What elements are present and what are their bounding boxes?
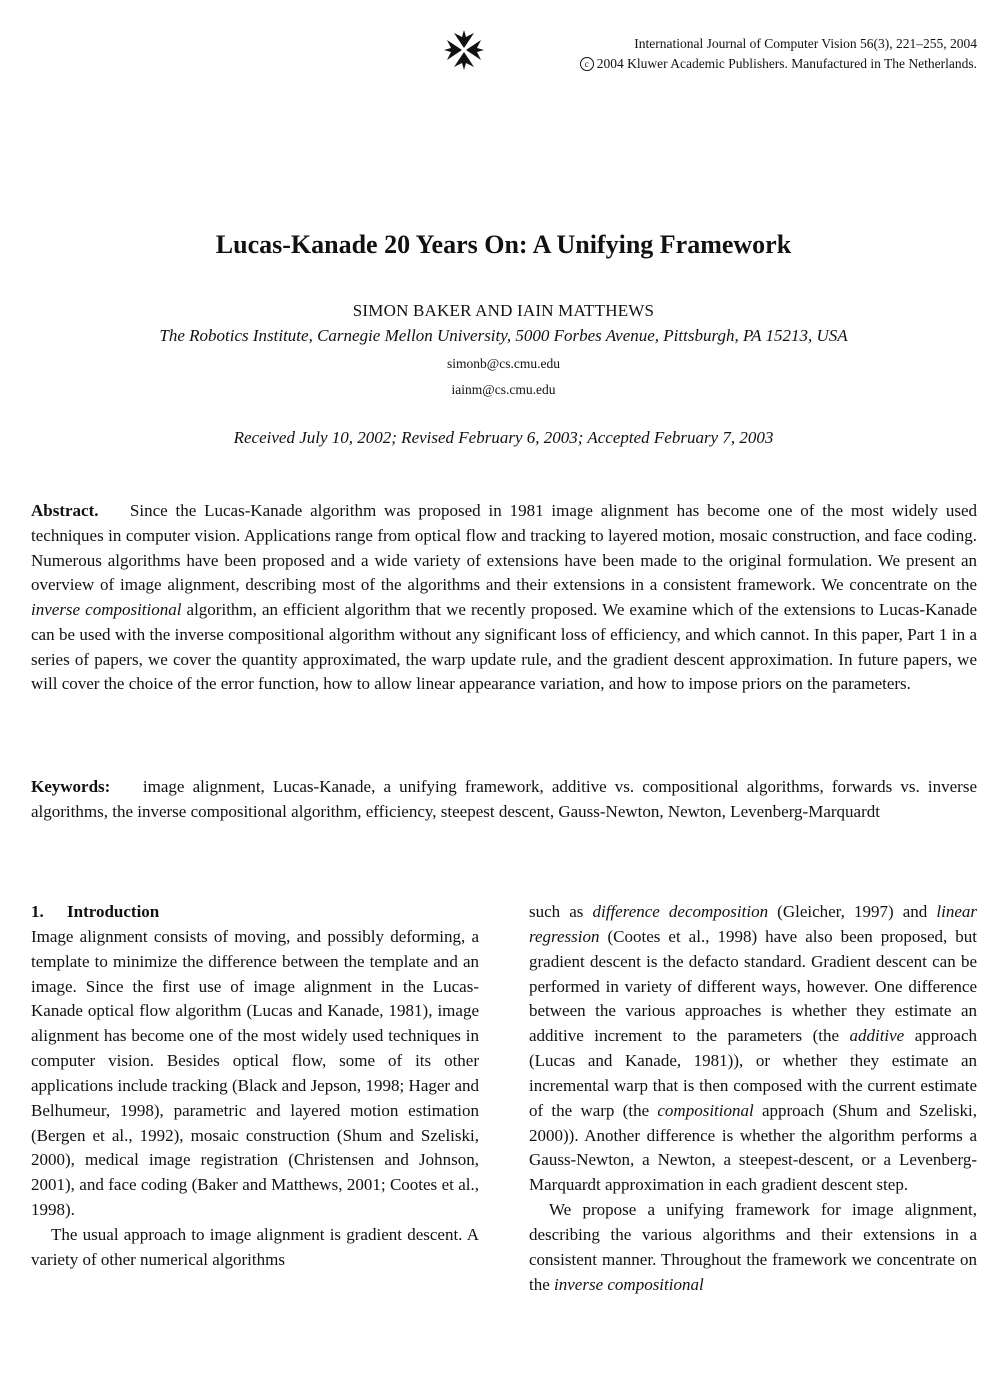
intro-paragraph-1: Image alignment consists of moving, and possibly deforming, a template to minimize the difference between the template and an image. Since the first use of image alignment in the Lucas-Kanade optical flow algorithm (Lucas and Kanade, 1981), image alignment has become one of the most widely used techniques in computer vision. Besides optical flow, some of its other applications include tracking (Black and Jepson, 1998; Hager and Belhumeur, 1998), parametric and layered motion estimation (Bergen et al., 1992), mosaic construction (Shum and Szeliski, 2000), medical image registration (Christensen and Johnson, 2001), and face coding (Baker and Matthews, 2001; Cootes et al., 1998). (31, 926, 479, 1220)
author-affiliation: The Robotics Institute, Carnegie Mellon University, 5000 Forbes Avenue, Pittsburgh, PA 15213, USA (159, 326, 848, 345)
keywords-text: image alignment, Lucas-Kanade, a unifying framework, additive vs. compositional algorithms, forwards vs. inverse algorithms, the inverse compositional algorithm, efficiency, steepest descent, Gauss-Newton, Newton, Levenberg-Marquardt (31, 777, 977, 821)
copyright-text: 2004 Kluwer Academic Publishers. Manufactured in The Netherlands. (596, 56, 977, 71)
kluwer-flower-icon (444, 30, 484, 70)
text-run: such as (529, 902, 593, 921)
text-run: We propose a unifying framework for image alignment, describing the various algorithms and their extensions in a consistent manner. Throughout the framework we concentrate on the (529, 1200, 977, 1294)
author-email-1: simonb@cs.cmu.edu (447, 356, 560, 371)
copyright-line (580, 54, 977, 74)
section-heading (31, 900, 479, 925)
keywords-label: Keywords: (31, 777, 111, 796)
author-email-2: iainm@cs.cmu.edu (451, 382, 556, 397)
section-title: Introduction (67, 902, 160, 921)
text-run: approach (Lucas and Kanade, 1981)), or whether they estimate an incremental warp that is then composed with the current estimate of the warp (the (529, 1026, 977, 1120)
keywords (31, 775, 977, 825)
journal-header (444, 30, 977, 74)
abstract (31, 499, 977, 697)
text-run: (Cootes et al., 1998) have also been proposed, but gradient descent is the defacto standard. Gradient descent can be performed in variety of different ways, however. One difference between the various approaches is whether they estimate an additive increment to the parameters (the (529, 926, 977, 1046)
publication-dates: Received July 10, 2002; Revised February 6, 2003; Accepted February 7, 2003 (233, 428, 774, 447)
text-run: approach (Shum and Szeliski, 2000)). Another difference is whether the algorithm performs a Gauss-Newton, a Newton, a steepest-descent, or a Levenberg-Marquardt approximation in each gradient descent step. (529, 1100, 978, 1195)
right-column (529, 900, 977, 1298)
left-column (31, 900, 479, 1273)
paper-title: Lucas-Kanade 20 Years On: A Unifying Framework (215, 230, 792, 259)
section-number: 1. (31, 902, 44, 921)
journal-citation (580, 34, 977, 74)
emphasis-run: compositional (657, 1100, 754, 1120)
abstract-text-1: Since the Lucas-Kanade algorithm was proposed in 1981 image alignment has become one of the most widely used techniques in computer vision. Applications range from optical flow and tracking to layered motion, mosaic construction, and face coding. Numerous algorithms have been proposed and a wide variety of extensions have been made to the original formulation. We present an overview of image alignment, describing most of the algorithms and their extensions in a consistent framework. We concentrate on the (31, 501, 978, 595)
emphasis-run: linear regression (529, 902, 977, 946)
abstract-emphasis: inverse compositional (31, 600, 182, 619)
abstract-text-2: algorithm, an efficient algorithm that we recently proposed. We examine which of the extensions to Lucas-Kanade can be used with the inverse compositional algorithm without any significant loss of efficiency, and which cannot. In this paper, Part 1 in a series of papers, we cover the quantity approximated, the warp update rule, and the gradient descent approximation. In future papers, we will cover the choice of the error function, how to allow linear appearance variation, and how to impose priors on the parameters. (31, 600, 977, 694)
journal-line: International Journal of Computer Vision 56(3), 221–255, 2004 (634, 36, 977, 51)
abstract-label: Abstract. (31, 501, 99, 520)
intro-paragraph-2-continued (529, 900, 977, 1198)
emphasis-run: difference decomposition (592, 902, 769, 921)
paper-authors: SIMON BAKER AND IAIN MATTHEWS (352, 301, 655, 320)
text-run: (Gleicher, 1997) and (768, 902, 937, 921)
copyright-icon: c (580, 57, 594, 71)
emphasis-run: additive (849, 1026, 905, 1046)
intro-paragraph-3 (529, 1198, 977, 1297)
emphasis-run: inverse compositional (554, 1274, 704, 1294)
intro-paragraph-2: The usual approach to image alignment is gradient descent. A variety of other numerical algorithms (31, 1224, 479, 1269)
